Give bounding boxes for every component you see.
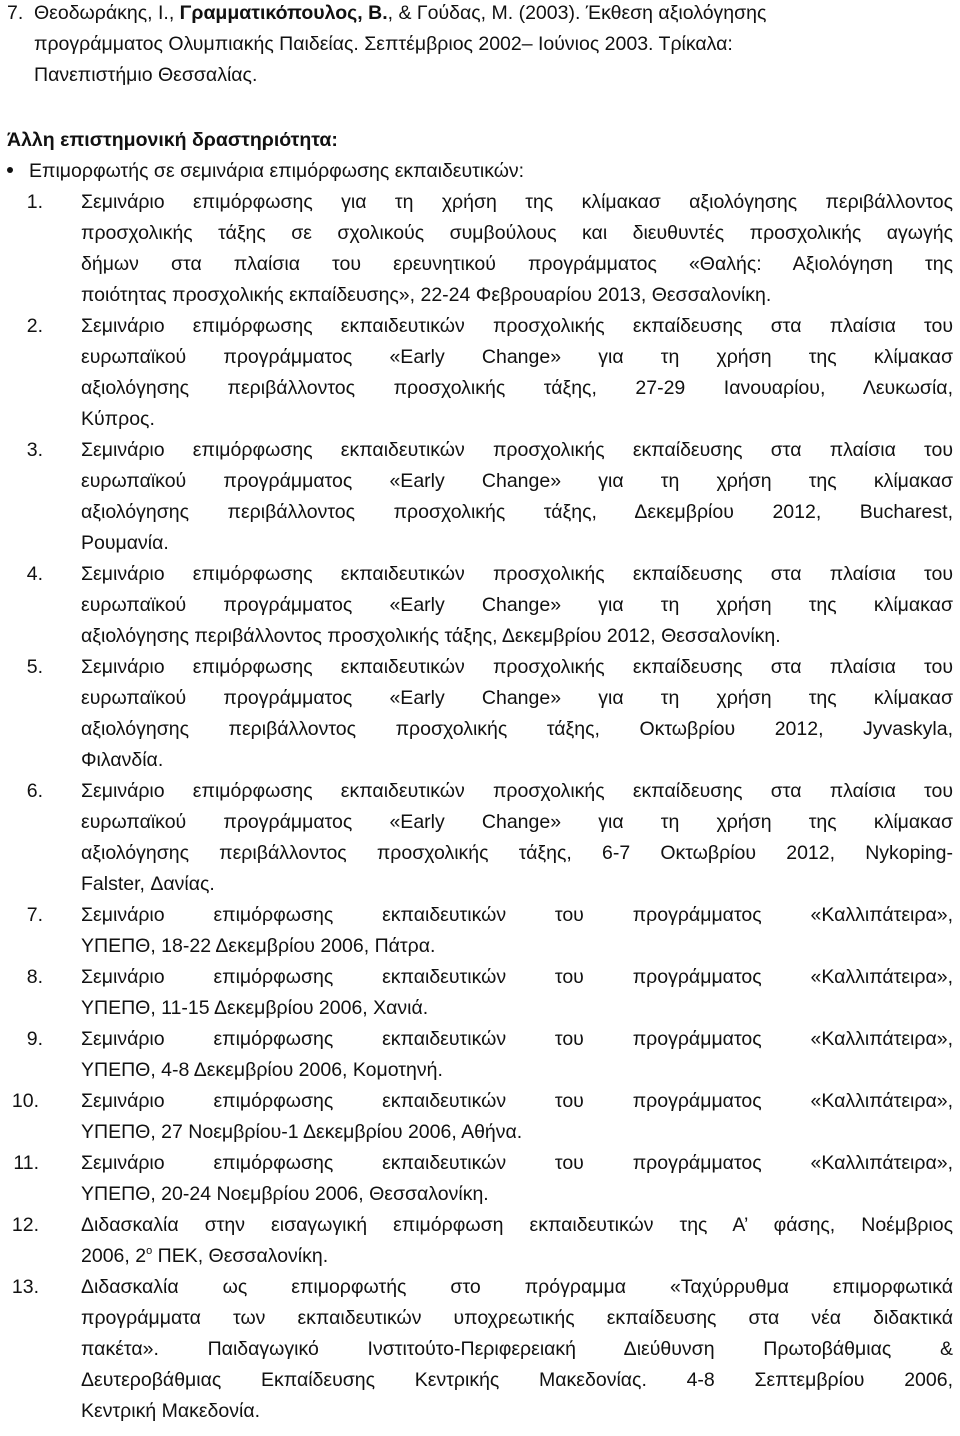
highlighted-author: Γραμματικόπουλος, Β. — [179, 2, 388, 24]
list-item-line: ευρωπαϊκού προγράμματος «Early Change» για τη χρήση της κλίμακασ — [81, 470, 953, 492]
list-item-text — [81, 435, 953, 559]
bullet-icon — [7, 167, 13, 173]
list-item-line: δήμων στα πλαίσια του ερευνητικού προγράμματος «Θαλής: Αξιολόγηση της — [81, 253, 953, 275]
list-item-number: 9. — [26, 1028, 43, 1050]
list-item-number: 5. — [26, 656, 43, 678]
list-item-line: Δευτεροβάθμιας Εκπαίδευσης Κεντρικής Μακεδονίας. 4-8 Σεπτεμβρίου 2006, — [81, 1369, 953, 1391]
list-item-line: ευρωπαϊκού προγράμματος «Early Change» για τη χρήση της κλίμακασ — [81, 346, 953, 368]
list-item-line: ευρωπαϊκού προγράμματος «Early Change» για τη χρήση της κλίμακασ — [81, 687, 953, 709]
list-item-line: Σεμινάριο επιμόρφωσης εκπαιδευτικών προσχολικής εκπαίδευσης στα πλαίσια του — [81, 656, 953, 678]
list-item-line: Σεμινάριο επιμόρφωσης για τη χρήση της κλίμακασ αξιολόγησης περιβάλλοντος — [81, 191, 953, 213]
list-item-line: Διδασκαλία στην εισαγωγική επιμόρφωση εκπαιδευτικών της Α’ φάσης, Νοέμβριος — [81, 1214, 953, 1236]
list-item-line: Κεντρική Μακεδονία. — [81, 1400, 261, 1422]
list-item-line: Falster, Δανίας. — [81, 873, 215, 895]
list-item-line: ΥΠΕΠΘ, 11-15 Δεκεμβρίου 2006, Χανιά. — [81, 997, 429, 1019]
list-item-line: Φιλανδία. — [81, 749, 164, 771]
list-item-line: προγράμματα των εκπαιδευτικών υποχρεωτικής εκπαίδευσης στα νέα διδακτικά — [81, 1307, 953, 1329]
list-item-line: Σεμινάριο επιμόρφωσης εκπαιδευτικών προσχολικής εκπαίδευσης στα πλαίσια του — [81, 439, 953, 461]
list-item-line: προσχολικής τάξης σε σχολικούς συμβούλους και διευθυντές προσχολικής αγωγής — [81, 222, 953, 244]
list-item-text — [81, 1024, 953, 1086]
list-item-text — [81, 962, 953, 1024]
list-item-line: Σεμινάριο επιμόρφωσης εκπαιδευτικών προσχολικής εκπαίδευσης στα πλαίσια του — [81, 315, 953, 337]
list-item-text — [81, 652, 953, 776]
list-item-text — [81, 1148, 953, 1210]
list-item-line: Σεμινάριο επιμόρφωσης εκπαιδευτικών του προγράμματος «Καλλιπάτειρα», — [81, 966, 953, 988]
list-item-text — [81, 1210, 953, 1272]
superscript: ο — [146, 1245, 153, 1257]
list-item-line: Ρουμανία. — [81, 532, 169, 554]
list-item-number: 7. — [26, 904, 43, 926]
list-item-line: Σεμινάριο επιμόρφωσης εκπαιδευτικών του προγράμματος «Καλλιπάτειρα», — [81, 1152, 953, 1174]
list-item-text — [81, 1086, 953, 1148]
list-item-number: 11. — [13, 1152, 39, 1174]
list-item-line: αξιολόγησης περιβάλλοντος προσχολικής τάξης, 6-7 Οκτωβρίου 2012, Nykoping- — [81, 842, 953, 864]
list-item-number: 3. — [26, 439, 43, 461]
list-item-number: 2. — [26, 315, 43, 337]
list-item-text — [81, 311, 953, 435]
list-item-number: 1. — [26, 191, 43, 213]
list-item-line: ΥΠΕΠΘ, 18-22 Δεκεμβρίου 2006, Πάτρα. — [81, 935, 436, 957]
list-item-line: Σεμινάριο επιμόρφωσης εκπαιδευτικών προσχολικής εκπαίδευσης στα πλαίσια του — [81, 563, 953, 585]
list-item-line: αξιολόγησης περιβάλλοντος προσχολικής τάξης, Οκτωβρίου 2012, Jyvaskyla, — [81, 718, 953, 740]
reference-line: Θεοδωράκης, Ι., Γραμματικόπουλος, Β., & Γούδας, Μ. (2003). Έκθεση αξιολόγησης — [34, 2, 767, 24]
list-item-number: 10. — [11, 1090, 39, 1112]
list-item-number: 4. — [26, 563, 43, 585]
reference-line: προγράμματος Ολυμπιακής Παιδείας. Σεπτέμβριος 2002– Ιούνιος 2003. Τρίκαλα: — [34, 33, 733, 55]
list-item-line: ΥΠΕΠΘ, 4-8 Δεκεμβρίου 2006, Κομοτηνή. — [81, 1059, 443, 1081]
list-item-text — [81, 776, 953, 900]
list-item-number: 8. — [26, 966, 43, 988]
reference-number: 7. — [7, 2, 24, 24]
list-item-line: Σεμινάριο επιμόρφωσης εκπαιδευτικών προσχολικής εκπαίδευσης στα πλαίσια του — [81, 780, 953, 802]
list-item-line: πακέτα». Παιδαγωγικό Ινστιτούτο-Περιφερειακή Διεύθυνση Πρωτοβάθμιας & — [81, 1338, 953, 1360]
list-item-line: ευρωπαϊκού προγράμματος «Early Change» για τη χρήση της κλίμακασ — [81, 594, 953, 616]
list-item-line: ΥΠΕΠΘ, 20-24 Νοεμβρίου 2006, Θεσσαλονίκη. — [81, 1183, 489, 1205]
list-item-number: 6. — [26, 780, 43, 802]
list-item-line: Σεμινάριο επιμόρφωσης εκπαιδευτικών του προγράμματος «Καλλιπάτειρα», — [81, 904, 953, 926]
list-item-line: ποιότητας προσχολικής εκπαίδευσης», 22-24 Φεβρουαρίου 2013, Θεσσαλονίκη. — [81, 284, 772, 306]
list-item-line: αξιολόγησης περιβάλλοντος προσχολικής τάξης, Δεκεμβρίου 2012, Bucharest, — [81, 501, 953, 523]
list-item-text — [81, 900, 953, 962]
list-item-line: Σεμινάριο επιμόρφωσης εκπαιδευτικών του προγράμματος «Καλλιπάτειρα», — [81, 1090, 953, 1112]
list-item-line: Διδασκαλία ως επιμορφωτής στο πρόγραμμα «Ταχύρρυθμα επιμορφωτικά — [81, 1276, 953, 1298]
list-item-text — [81, 187, 953, 311]
list-item-number: 12. — [11, 1214, 39, 1236]
list-item-number: 13. — [11, 1276, 39, 1298]
list-item-line: ευρωπαϊκού προγράμματος «Early Change» για τη χρήση της κλίμακασ — [81, 811, 953, 833]
list-item-line: 2006, $2^o$ ΠΕΚ, Θεσσαλονίκη. — [81, 1245, 329, 1267]
bullet-item — [7, 156, 524, 187]
list-item-text — [81, 1272, 953, 1427]
list-item-text — [81, 559, 953, 652]
section-heading: Άλλη επιστημονική δραστηριότητα: — [7, 129, 338, 151]
list-item-line: ΥΠΕΠΘ, 27 Νοεμβρίου-1 Δεκεμβρίου 2006, Αθήνα. — [81, 1121, 523, 1143]
reference-line: Πανεπιστήμιο Θεσσαλίας. — [34, 64, 258, 86]
list-item-line: αξιολόγησης περιβάλλοντος προσχολικής τάξης, Δεκεμβρίου 2012, Θεσσαλονίκη. — [81, 625, 781, 647]
bullet-text: Επιμορφωτής σε σεμινάρια επιμόρφωσης εκπαιδευτικών: — [29, 160, 525, 182]
list-item-line: Σεμινάριο επιμόρφωσης εκπαιδευτικών του προγράμματος «Καλλιπάτειρα», — [81, 1028, 953, 1050]
list-item-line: αξιολόγησης περιβάλλοντος προσχολικής τάξης, 27-29 Ιανουαρίου, Λευκωσία, — [81, 377, 953, 399]
list-item-line: Κύπρος. — [81, 408, 155, 430]
